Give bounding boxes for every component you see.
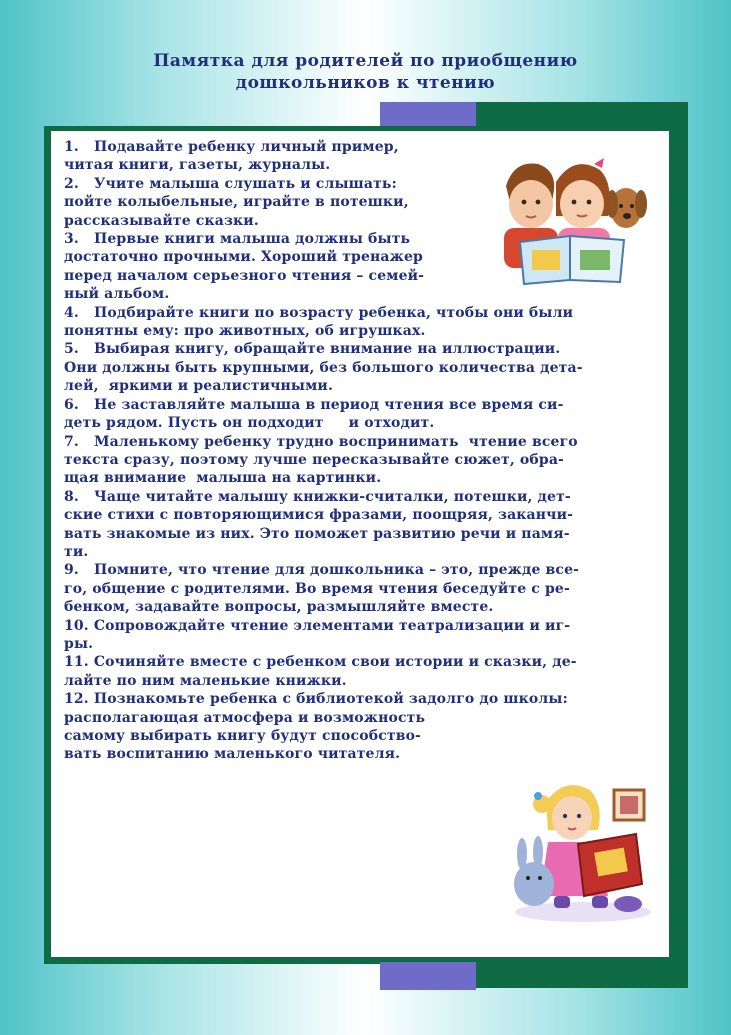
memo-line: Они должны быть крупными, без большого количества дета- (64, 359, 583, 376)
memo-line: понятны ему: про животных, об игрушках. (64, 323, 426, 340)
memo-line: ры. (64, 635, 94, 652)
memo-line: читая книги, газеты, журналы. (64, 157, 331, 174)
memo-line: 7. Маленькому ребенку трудно воспринимать чтение всего (64, 433, 578, 450)
memo-line: лайте по ним маленькие книжки. (64, 672, 347, 689)
memo-line: 12. Познакомьте ребенка с библиотекой задолго до школы: (64, 691, 568, 708)
memo-line: самому выбирать книгу будут способство- (64, 728, 422, 744)
memo-text (64, 138, 660, 764)
memo-line: го, общение с родителями. Во время чтения беседуйте с ре- (64, 580, 570, 597)
bottom-purple-accent (380, 962, 476, 990)
memo-line: 5. Выбирая книгу, обращайте внимание на иллюстрации. (64, 341, 561, 358)
memo-line: 11. Сочиняйте вместе с ребенком свои истории и сказки, де- (64, 654, 577, 671)
page-title (0, 50, 731, 94)
memo-line: ный альбом. (64, 286, 170, 303)
memo-line: текста сразу, поэтому лучше пересказывайте сюжет, обра- (64, 451, 564, 468)
bottom-green-accent (476, 962, 688, 988)
title-line-2: дошкольников к чтению (235, 73, 496, 93)
memo-line: 4. Подбирайте книги по возрасту ребенка, чтобы они были (64, 304, 574, 321)
girl-reading-book-illustration (508, 772, 658, 924)
memo-line: 1. Подавайте ребенку личный пример, (64, 139, 399, 155)
memo-line: вать знакомые из них. Это поможет развитию речи и памя- (64, 525, 570, 542)
memo-line: 2. Учите малыша слушать и слышать: (64, 175, 397, 192)
top-green-accent (476, 102, 688, 128)
title-line-1: Памятка для родителей по приобщению (153, 51, 578, 71)
memo-line: 8. Чаще читайте малышу книжки-считалки, потешки, дет- (64, 488, 571, 505)
memo-line: щая внимание малыша на картинки. (64, 470, 382, 487)
memo-line: достаточно прочными. Хороший тренажер (64, 249, 423, 266)
memo-line: ские стихи с повторяющимися фразами, поощряя, заканчи- (64, 507, 574, 524)
memo-line: рассказывайте сказки. (64, 212, 259, 229)
memo-line: 10. Сопровождайте чтение элементами театрализации и иг- (64, 617, 571, 634)
memo-line: вать воспитанию маленького читателя. (64, 746, 401, 763)
memo-line: пойте колыбельные, играйте в потешки, (64, 194, 409, 211)
memo-line: располагающая атмосфера и возможность (64, 709, 426, 726)
memo-line: бенком, задавайте вопросы, размышляйте вместе. (64, 599, 494, 616)
memo-line: 3. Первые книги малыша должны быть (64, 231, 411, 248)
memo-line: ти. (64, 543, 89, 560)
memo-line: перед началом серьезного чтения – семей- (64, 267, 425, 284)
memo-line: лей, яркими и реалистичными. (64, 378, 333, 395)
memo-line: деть рядом. Пусть он подходит и отходит. (64, 415, 435, 432)
memo-line: 6. Не заставляйте малыша в период чтения все время си- (64, 396, 564, 413)
memo-line: 9. Помните, что чтение для дошкольника – это, прежде все- (64, 562, 580, 579)
